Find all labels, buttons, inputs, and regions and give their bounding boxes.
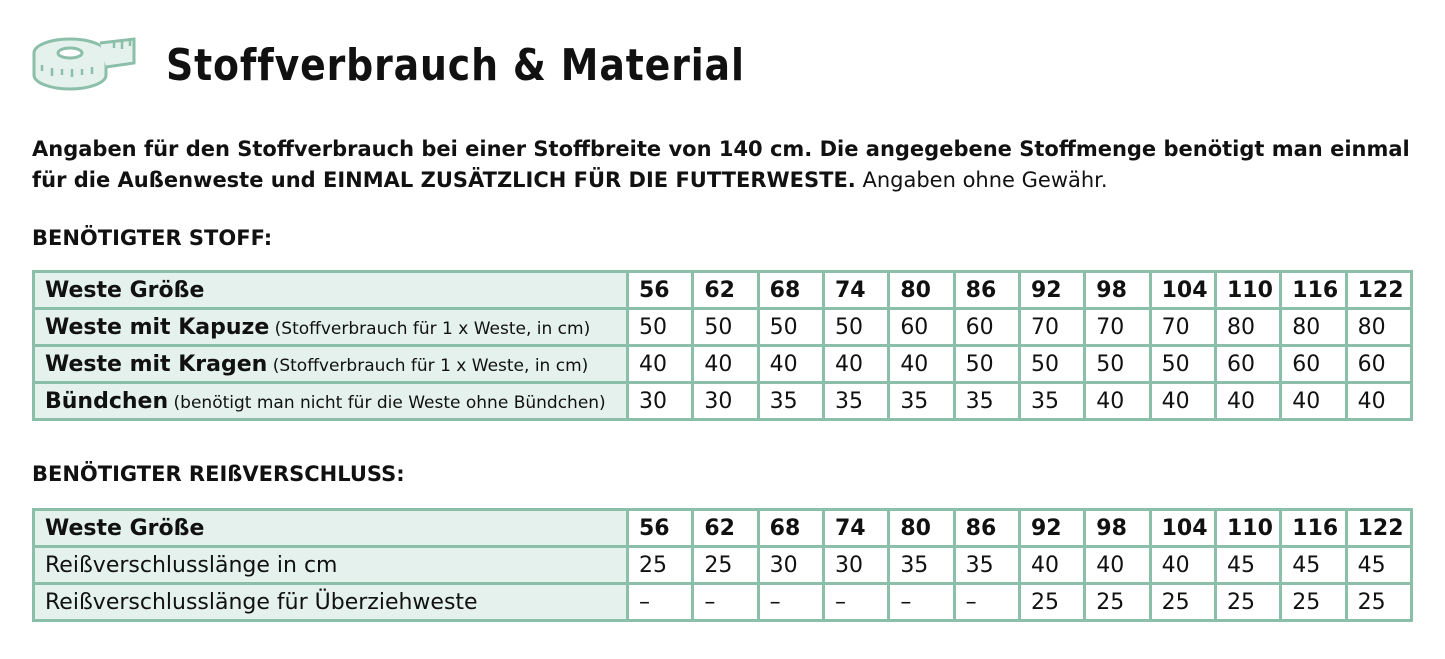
size-header-cell: 98 <box>1085 272 1150 309</box>
value-cell: 40 <box>1215 383 1280 420</box>
value-cell: 50 <box>1019 346 1084 383</box>
size-header-cell: 74 <box>823 510 888 547</box>
header-label-cell: Weste Größe <box>34 272 628 309</box>
size-header-cell: 92 <box>1019 272 1084 309</box>
value-cell: 60 <box>954 309 1019 346</box>
row-note: (Stoffverbrauch für 1 x Weste, in cm) <box>269 318 591 339</box>
size-header-cell: 80 <box>889 272 954 309</box>
size-header-cell: 86 <box>954 510 1019 547</box>
value-cell: 60 <box>1281 346 1346 383</box>
size-header-cell: 92 <box>1019 510 1084 547</box>
value-cell: 70 <box>1019 309 1084 346</box>
value-cell: 30 <box>823 547 888 584</box>
size-header-cell: 80 <box>889 510 954 547</box>
zipper-heading: BENÖTIGTER REIßVERSCHLUSS: <box>32 462 405 486</box>
table-header-row <box>34 272 1412 309</box>
table-row <box>34 547 1412 584</box>
measuring-tape-icon <box>30 33 138 97</box>
size-header-cell: 104 <box>1150 510 1215 547</box>
value-cell: 45 <box>1281 547 1346 584</box>
size-header-cell: 68 <box>758 510 823 547</box>
value-cell: 35 <box>823 383 888 420</box>
value-cell: 40 <box>1150 383 1215 420</box>
row-name: Weste mit Kragen <box>45 351 268 377</box>
row-name: Weste mit Kapuze <box>45 314 270 340</box>
row-label-cell <box>34 584 628 621</box>
header-label-cell: Weste Größe <box>34 510 628 547</box>
value-cell: 25 <box>693 547 758 584</box>
table-row <box>34 383 1412 420</box>
row-note: (Stoffverbrauch für 1 x Weste, in cm) <box>267 355 589 376</box>
size-header-cell: 62 <box>693 510 758 547</box>
value-cell: 45 <box>1215 547 1280 584</box>
fabric-heading: BENÖTIGTER STOFF: <box>32 226 273 250</box>
value-cell: 70 <box>1085 309 1150 346</box>
value-cell: 50 <box>823 309 888 346</box>
value-cell: 50 <box>1150 346 1215 383</box>
row-label-cell <box>34 346 628 383</box>
value-cell: 50 <box>758 309 823 346</box>
row-label-cell <box>34 309 628 346</box>
size-header-cell: 98 <box>1085 510 1150 547</box>
value-cell: 40 <box>1019 547 1084 584</box>
value-cell: 25 <box>1281 584 1346 621</box>
size-header-cell: 62 <box>693 272 758 309</box>
value-cell: 40 <box>1085 547 1150 584</box>
value-cell: 25 <box>1215 584 1280 621</box>
table-row <box>34 309 1412 346</box>
size-header-cell: 122 <box>1346 510 1411 547</box>
intro-disclaimer: Angaben ohne Gewähr. <box>855 168 1108 192</box>
value-cell: 35 <box>954 383 1019 420</box>
size-header-cell: 110 <box>1215 272 1280 309</box>
value-cell: 80 <box>1215 309 1280 346</box>
value-cell: 50 <box>1085 346 1150 383</box>
size-header-cell: 68 <box>758 272 823 309</box>
value-cell: – <box>628 584 693 621</box>
value-cell: 70 <box>1150 309 1215 346</box>
table-row <box>34 584 1412 621</box>
value-cell: 60 <box>889 309 954 346</box>
value-cell: 30 <box>758 547 823 584</box>
row-note: (benötigt man nicht für die Weste ohne Bündchen) <box>168 392 606 413</box>
row-name: Reißverschlusslänge für Überziehweste <box>45 589 478 615</box>
value-cell: – <box>758 584 823 621</box>
value-cell: 35 <box>889 383 954 420</box>
value-cell: – <box>954 584 1019 621</box>
row-name: Reißverschlusslänge in cm <box>45 552 338 578</box>
value-cell: 40 <box>758 346 823 383</box>
size-header-cell: 110 <box>1215 510 1280 547</box>
value-cell: 80 <box>1346 309 1411 346</box>
value-cell: 25 <box>1085 584 1150 621</box>
value-cell: 45 <box>1346 547 1411 584</box>
value-cell: – <box>693 584 758 621</box>
value-cell: 60 <box>1215 346 1280 383</box>
row-label-cell <box>34 547 628 584</box>
intro-text <box>32 134 1422 196</box>
value-cell: 40 <box>823 346 888 383</box>
intro-bold-text: Angaben für den Stoffverbrauch bei einer Stoffbreite von 140 cm. Die angegebene Stoffmenge benötigt man einmal für die Außenweste und EINMAL ZUSÄTZLICH FÜR DIE FUTTERWESTE. <box>32 137 1410 192</box>
value-cell: 40 <box>628 346 693 383</box>
value-cell: 25 <box>628 547 693 584</box>
value-cell: 35 <box>889 547 954 584</box>
value-cell: 50 <box>693 309 758 346</box>
size-header-cell: 116 <box>1281 510 1346 547</box>
value-cell: 40 <box>1085 383 1150 420</box>
size-header-cell: 104 <box>1150 272 1215 309</box>
value-cell: 40 <box>889 346 954 383</box>
size-header-cell: 122 <box>1346 272 1411 309</box>
zipper-table <box>32 508 1413 622</box>
page-header <box>30 30 839 100</box>
value-cell: 40 <box>693 346 758 383</box>
value-cell: 40 <box>1346 383 1411 420</box>
value-cell: 80 <box>1281 309 1346 346</box>
size-header-cell: 56 <box>628 510 693 547</box>
size-header-cell: 116 <box>1281 272 1346 309</box>
value-cell: 30 <box>628 383 693 420</box>
value-cell: 25 <box>1019 584 1084 621</box>
value-cell: 50 <box>954 346 1019 383</box>
value-cell: 25 <box>1150 584 1215 621</box>
page-title: Stoffverbrauch & Material <box>166 39 745 91</box>
value-cell: 35 <box>1019 383 1084 420</box>
value-cell: 30 <box>693 383 758 420</box>
size-header-cell: 74 <box>823 272 888 309</box>
size-header-cell: 56 <box>628 272 693 309</box>
value-cell: 35 <box>954 547 1019 584</box>
value-cell: 40 <box>1281 383 1346 420</box>
row-label-cell <box>34 383 628 420</box>
value-cell: – <box>889 584 954 621</box>
fabric-table <box>32 270 1413 421</box>
size-header-cell: 86 <box>954 272 1019 309</box>
value-cell: 35 <box>758 383 823 420</box>
value-cell: 60 <box>1346 346 1411 383</box>
value-cell: 25 <box>1346 584 1411 621</box>
table-header-row <box>34 510 1412 547</box>
row-name: Bündchen <box>45 388 169 414</box>
value-cell: 40 <box>1150 547 1215 584</box>
value-cell: 50 <box>628 309 693 346</box>
table-row <box>34 346 1412 383</box>
value-cell: – <box>823 584 888 621</box>
